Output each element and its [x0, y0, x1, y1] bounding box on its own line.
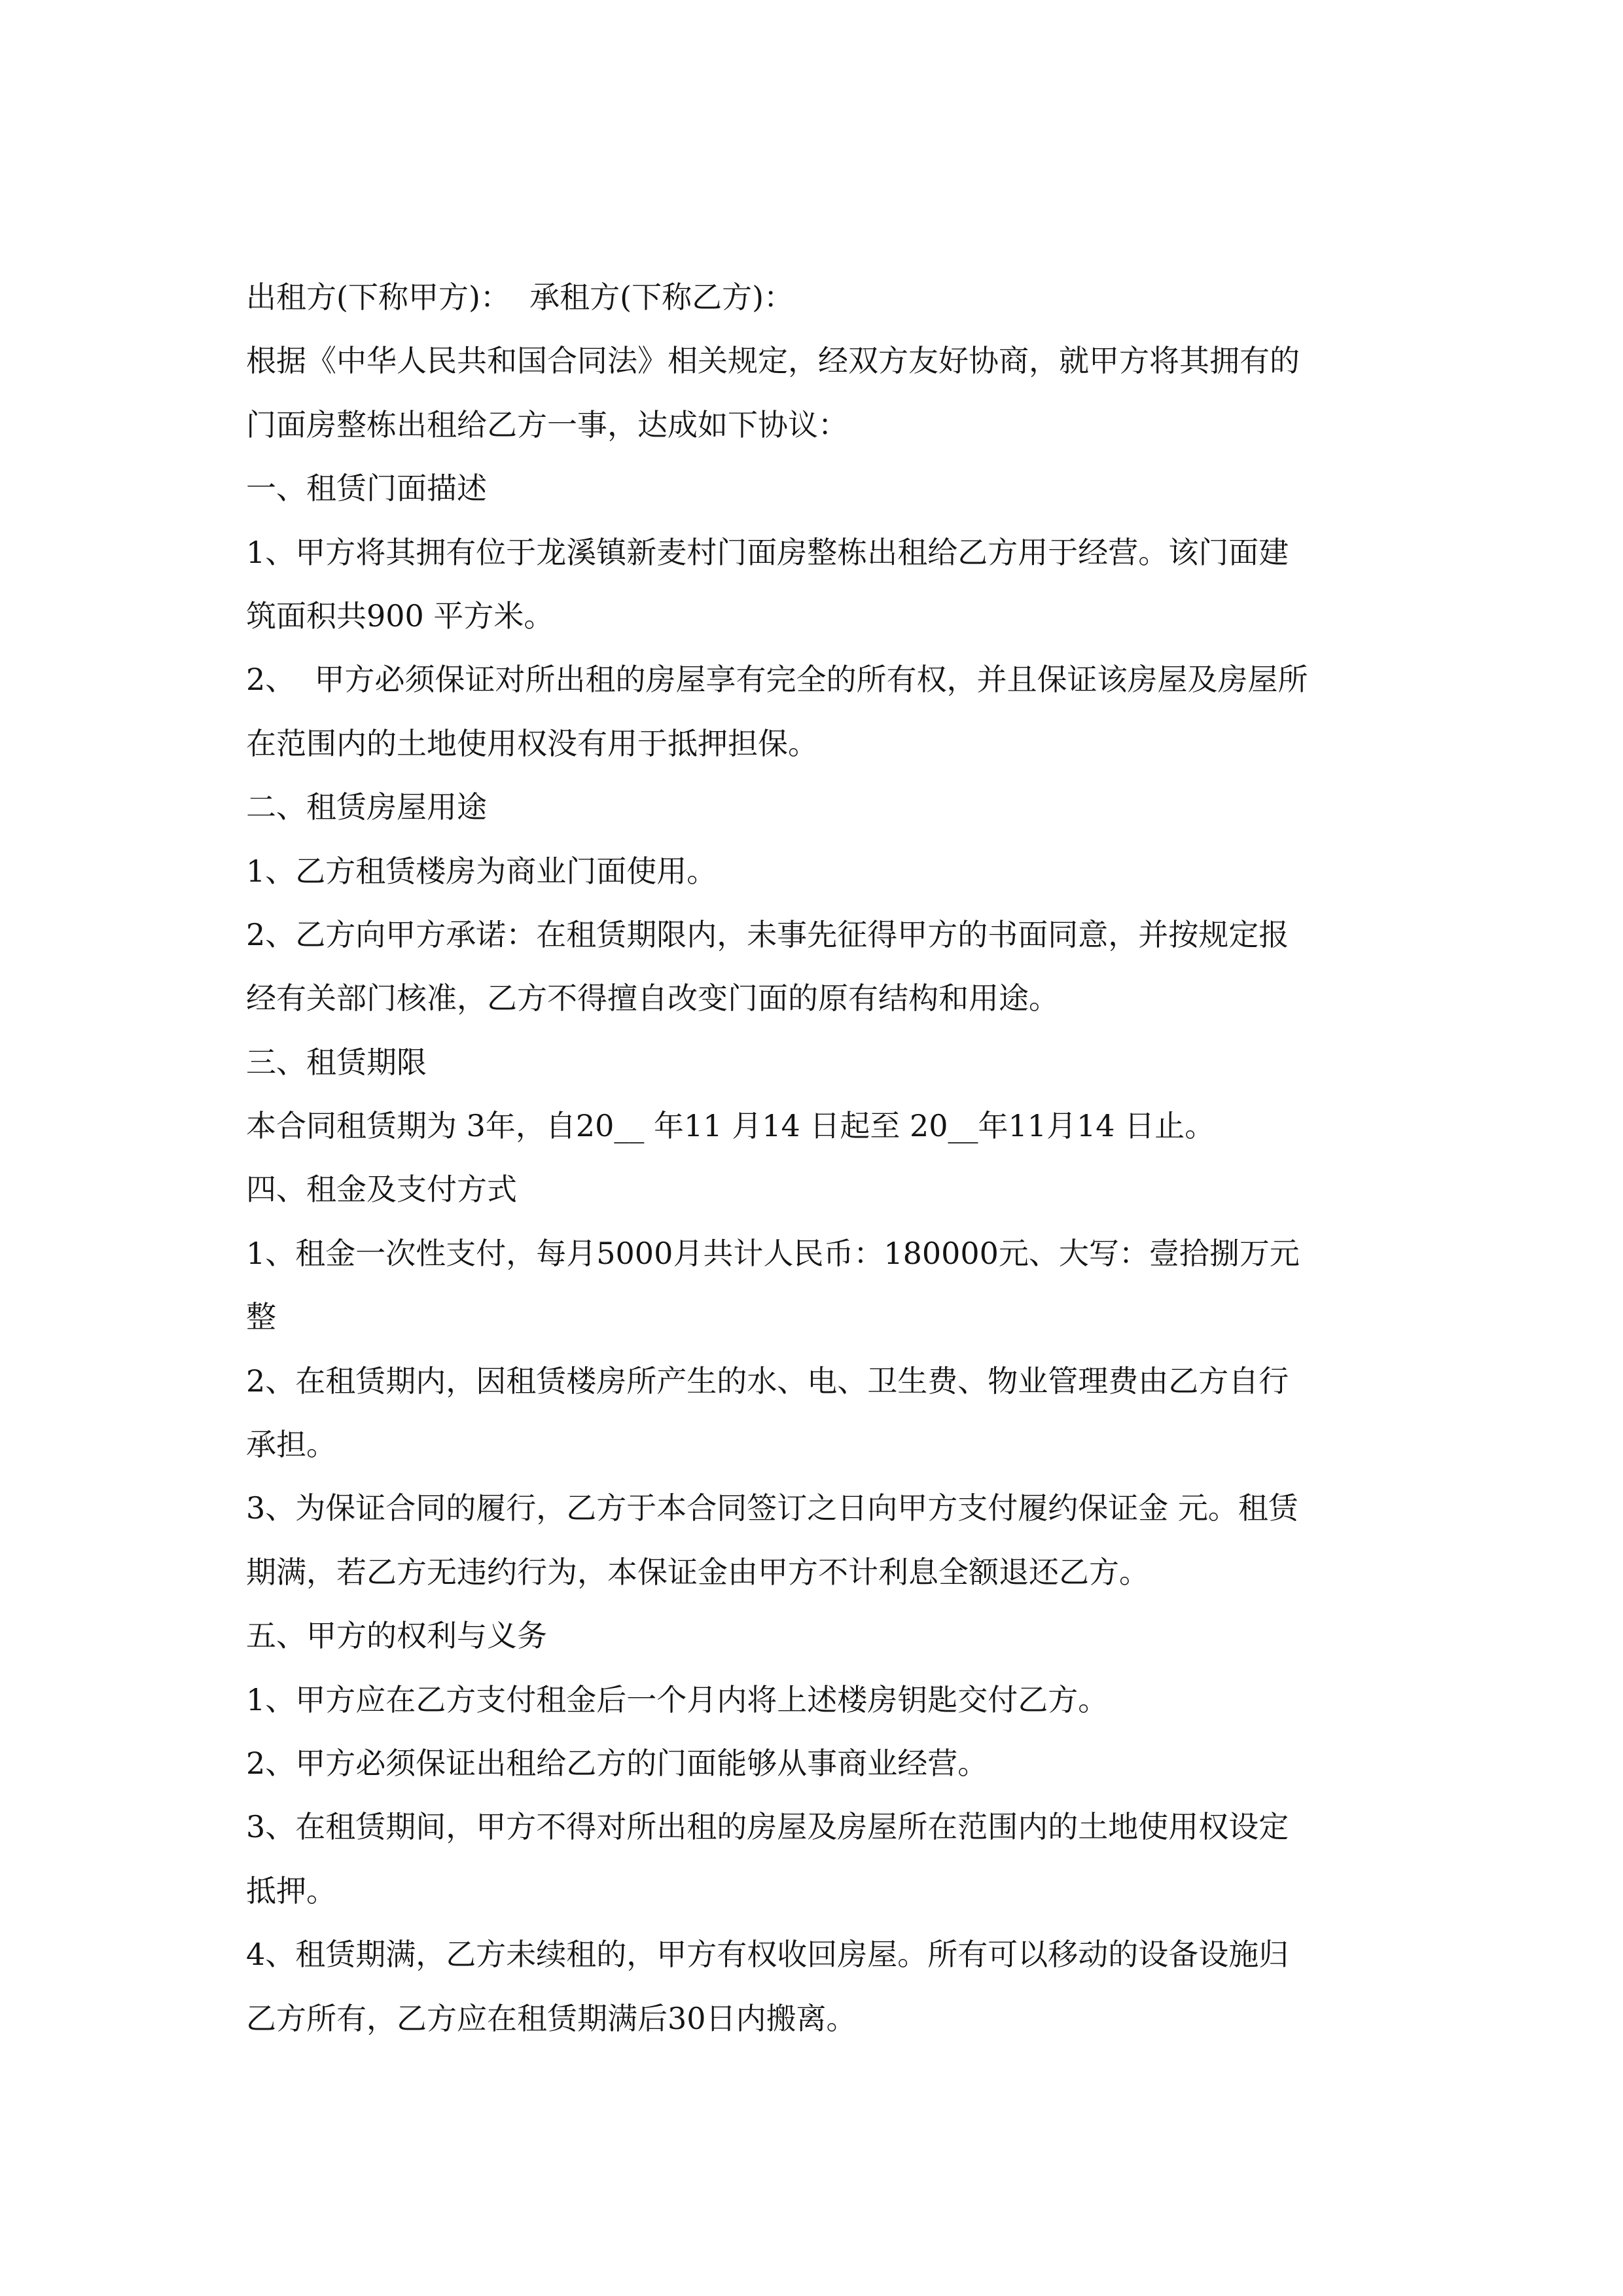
section-heading-2: 二、租赁房屋用途 [246, 789, 487, 825]
clause-5-4-line-2: 乙方所有，乙方应在租赁期满后30日内搬离。 [246, 2000, 857, 2036]
clause-1-1-line-1: 1、甲方将其拥有位于龙溪镇新麦村门面房整栋出租给乙方用于经营。该门面建 [246, 534, 1289, 570]
lease-term-line: 本合同租赁期为 3年，自20__ 年11 月14 日起至 20__年11月14 日止。 [246, 1108, 1215, 1144]
contract-body [246, 266, 1378, 2051]
clause-1-1-line-2: 筑面积共900 平方米。 [246, 598, 554, 634]
parties-line: 出租方(下称甲方)： 承租方(下称乙方)： [246, 279, 794, 315]
intro-line-2: 门面房整栋出租给乙方一事，达成如下协议： [246, 406, 848, 442]
clause-5-3-line-2: 抵押。 [246, 1873, 336, 1909]
clause-4-3-line-2: 期满，若乙方无违约行为，本保证金由甲方不计利息全额退还乙方。 [246, 1554, 1149, 1590]
clause-2-2-line-2: 经有关部门核准，乙方不得擅自改变门面的原有结构和用途。 [246, 980, 1059, 1016]
clause-4-1-line-1: 1、租金一次性支付，每月5000月共计人民币：180000元、大写：壹拾捌万元 [246, 1235, 1300, 1271]
section-heading-1: 一、租赁门面描述 [246, 471, 487, 507]
section-heading-3: 三、租赁期限 [246, 1044, 427, 1080]
clause-4-1-line-2: 整 [246, 1299, 276, 1335]
clause-1-2-line-1: 2、 甲方必须保证对所出租的房屋享有完全的所有权，并且保证该房屋及房屋所 [246, 662, 1308, 698]
clause-5-4-line-1: 4、租赁期满，乙方未续租的，甲方有权收回房屋。所有可以移动的设备设施归 [246, 1937, 1289, 1973]
clause-5-1: 1、甲方应在乙方支付租金后一个月内将上述楼房钥匙交付乙方。 [246, 1681, 1109, 1717]
intro-line-1: 根据《中华人民共和国合同法》相关规定，经双方友好协商，就甲方将其拥有的 [246, 343, 1300, 379]
clause-4-2-line-2: 承担。 [246, 1427, 336, 1463]
clause-4-3-line-1: 3、为保证合同的履行，乙方于本合同签订之日向甲方支付履约保证金 元。租赁 [246, 1490, 1298, 1526]
clause-1-2-line-2: 在范围内的土地使用权没有用于抵押担保。 [246, 725, 818, 761]
clause-2-1: 1、乙方租赁楼房为商业门面使用。 [246, 853, 717, 889]
clause-2-2-line-1: 2、乙方向甲方承诺：在租赁期限内，未事先征得甲方的书面同意，并按规定报 [246, 916, 1289, 952]
section-heading-5: 五、甲方的权利与义务 [246, 1618, 547, 1654]
clause-4-2-line-1: 2、在租赁期内，因租赁楼房所产生的水、电、卫生费、物业管理费由乙方自行 [246, 1363, 1289, 1399]
clause-5-2: 2、甲方必须保证出租给乙方的门面能够从事商业经营。 [246, 1745, 988, 1781]
clause-5-3-line-1: 3、在租赁期间，甲方不得对所出租的房屋及房屋所在范围内的土地使用权设定 [246, 1809, 1289, 1845]
section-heading-4: 四、租金及支付方式 [246, 1172, 517, 1208]
